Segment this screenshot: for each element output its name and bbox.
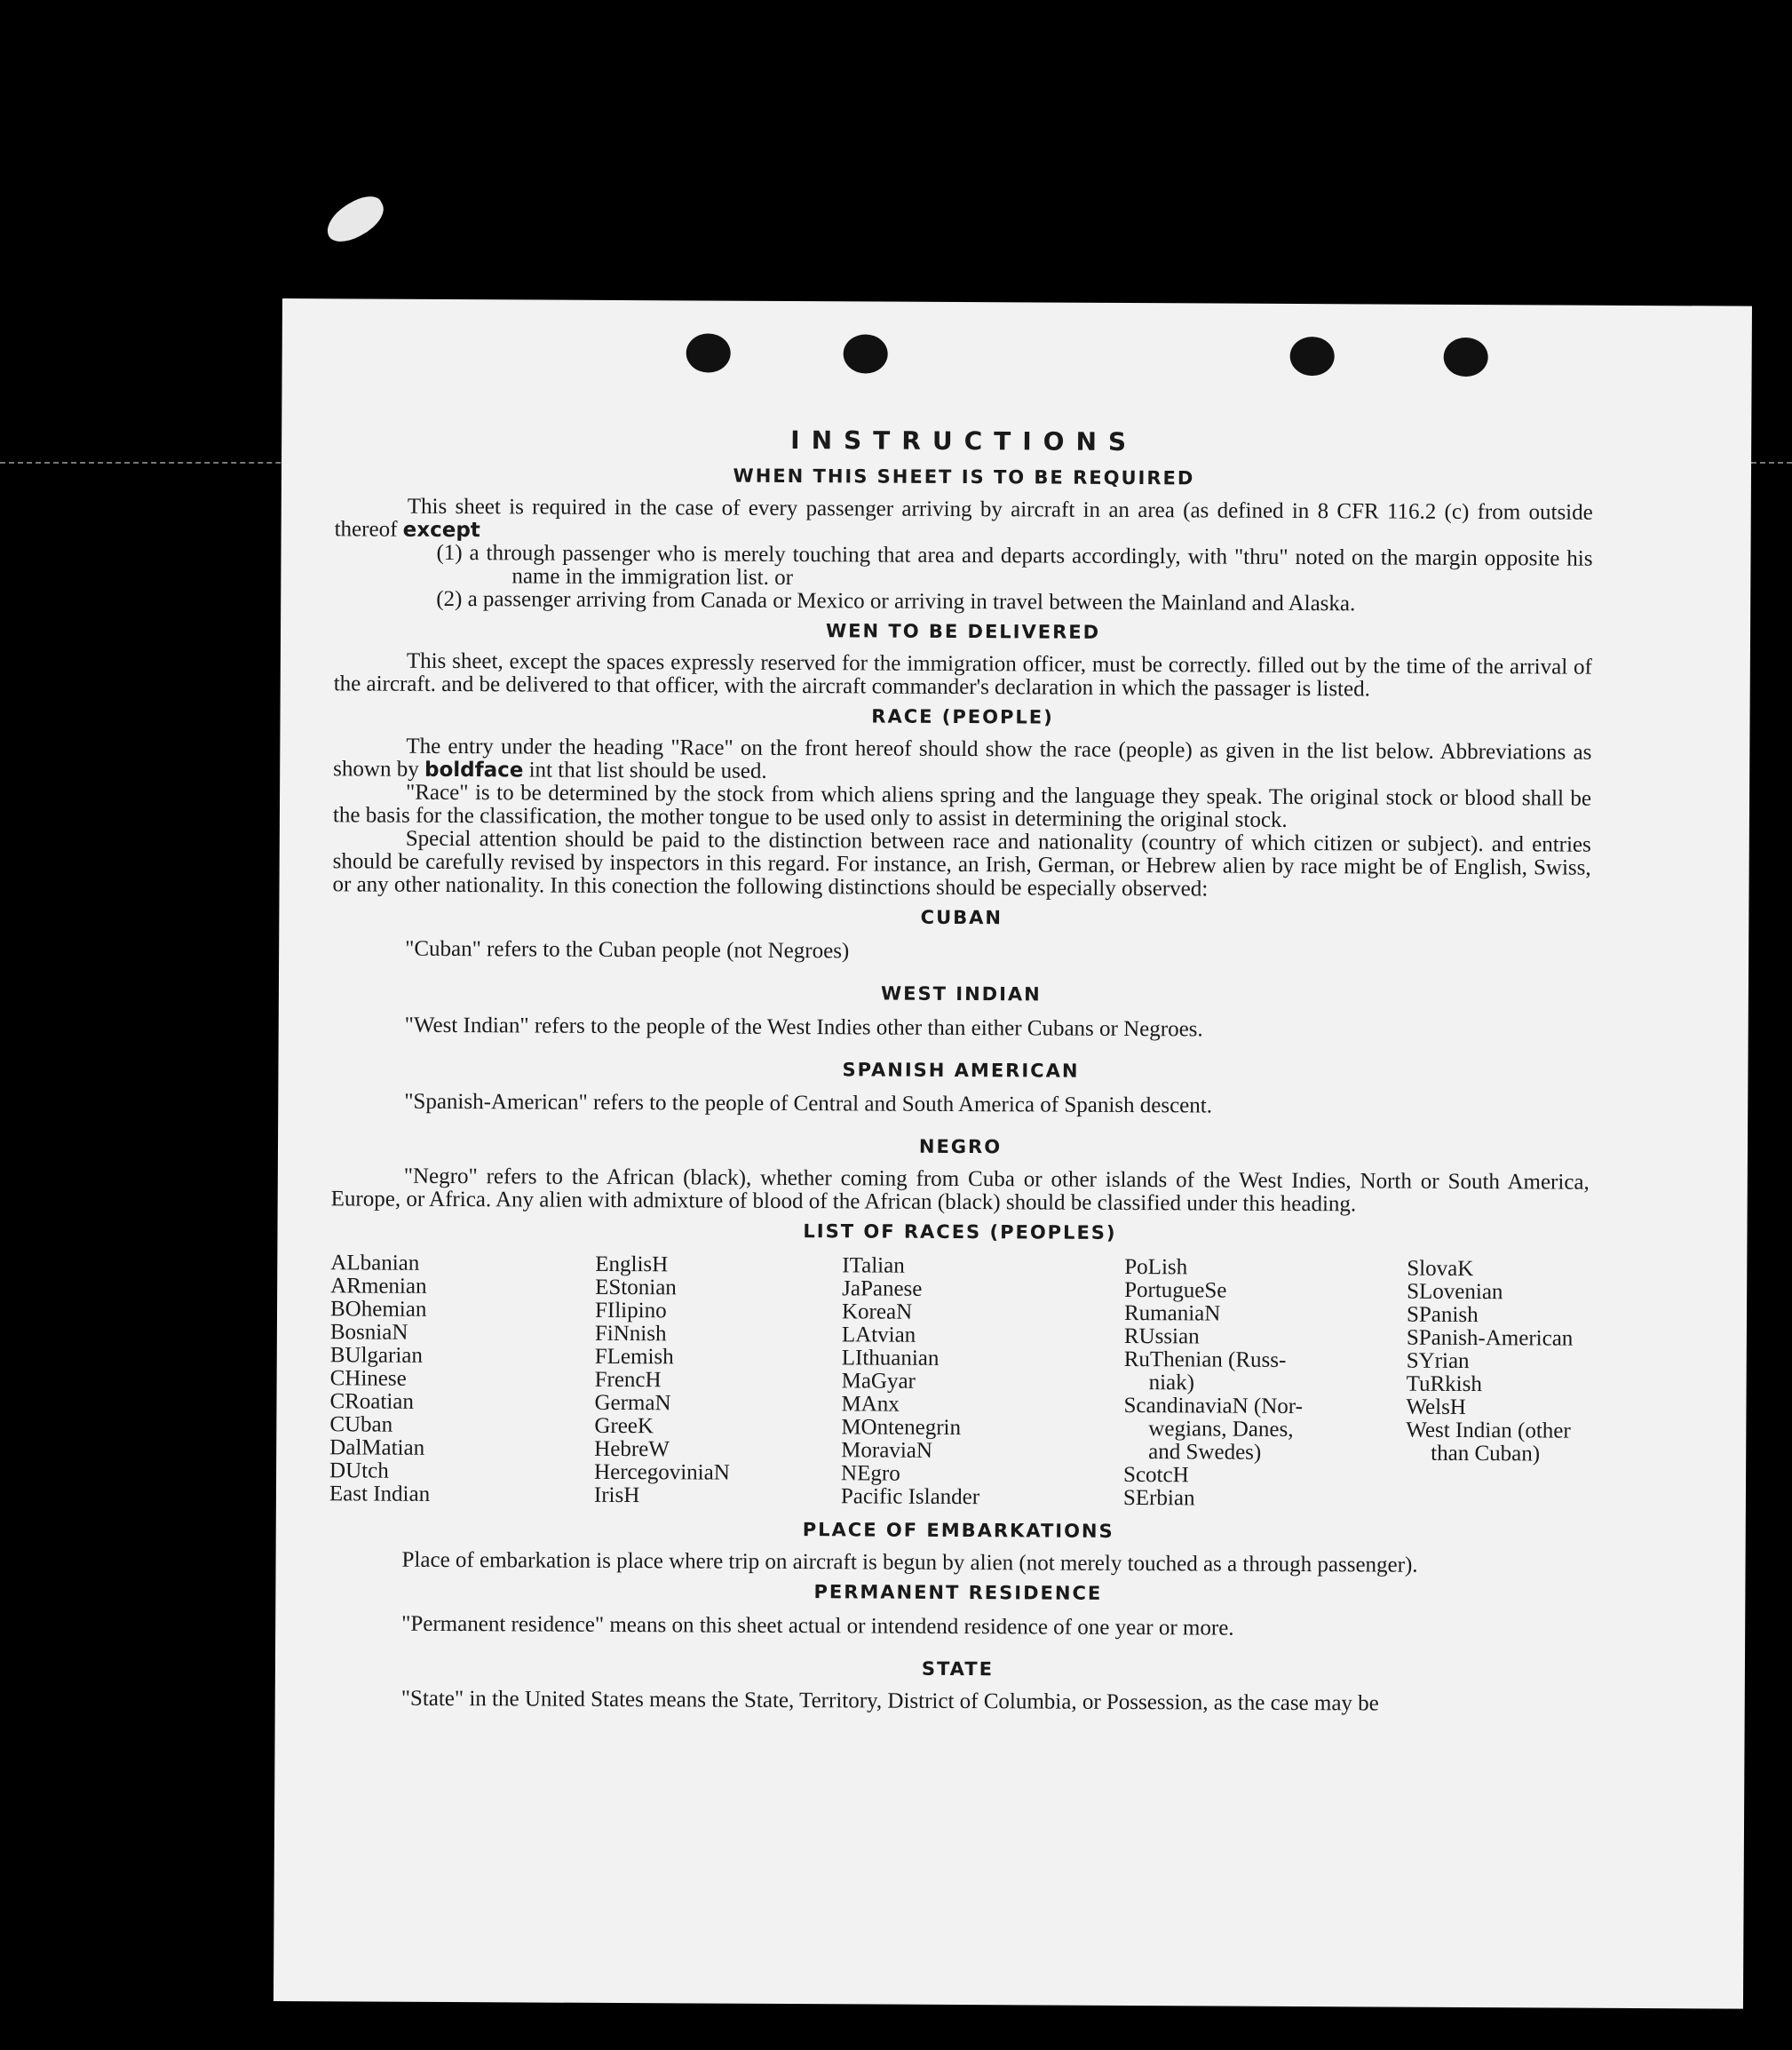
race-item: LIthuanian xyxy=(841,1346,940,1371)
race-paragraph-3: Special attention should be paid to the distinction between race and nationality (country of which citizen or subject). and entries should be carefully revised by inspectors in this regard. For instance, an Irish, German, or Hebrew alien by race might be of English, Swiss, or any other nationality. In this conection the following distinctions should be especially observed: xyxy=(332,826,1591,902)
race-item: WelsH xyxy=(1406,1394,1466,1419)
race-item: wegians, Danes, xyxy=(1148,1417,1294,1442)
races-list xyxy=(329,1251,1589,1512)
race-item: EStonian xyxy=(595,1275,677,1300)
races-column-3 xyxy=(841,1254,1124,1510)
race-item: ScandinaviaN (Nor- xyxy=(1123,1393,1304,1419)
race-item: SLovenian xyxy=(1407,1279,1503,1305)
clause-1: (1) a through passenger who is merely touching that area and departs accordingly, with "thru" noted on the margin opposite his name in the immigration list. or xyxy=(436,540,1593,591)
race-item: JaPanese xyxy=(842,1276,923,1301)
race-item: HercegoviniaN xyxy=(594,1459,730,1485)
races-column-2 xyxy=(594,1253,842,1508)
race-item: than Cuban) xyxy=(1431,1441,1541,1466)
race-item: MaGyar xyxy=(841,1369,916,1394)
race-item: CRoatian xyxy=(329,1389,415,1414)
when-delivered-text: This sheet, except the spaces expressly reserved for the immigration officer, must be correctly. filled out by the time of the arrival of the aircraft. and be delivered to that officer, with the aircraft commander's declaration in which the passager is listed. xyxy=(333,648,1592,702)
race-item: BosniaN xyxy=(329,1320,408,1345)
race-item: RUssian xyxy=(1123,1323,1200,1349)
section-heading-state: STATE xyxy=(921,1657,995,1681)
section-heading-west-indian: WEST INDIAN xyxy=(880,982,1042,1005)
clause-2: (2) a passenger arriving from Canada or Mexico or arriving in travel between the Mainland and Alaska. xyxy=(436,586,1356,616)
race-item: LAtvian xyxy=(841,1323,916,1347)
race-item: niak) xyxy=(1148,1371,1195,1395)
paper-fragment xyxy=(320,190,391,249)
race-item: SErbian xyxy=(1122,1485,1195,1511)
race-paragraph-1: The entry under the heading "Race" on the front hereof should show the race (people) as given in the list below. Abbreviations as shown by boldface int that list should be used. xyxy=(333,734,1592,783)
section-heading-race: RACE (PEOPLE) xyxy=(871,705,1054,728)
section-heading-negro: NEGRO xyxy=(918,1135,1003,1158)
races-column-5 xyxy=(1406,1258,1637,1513)
race-item: ITalian xyxy=(842,1253,905,1278)
punch-hole xyxy=(844,334,888,373)
section-heading-cuban: CUBAN xyxy=(920,906,1003,929)
race-item: NEgro xyxy=(841,1461,900,1486)
race-item: RumaniaN xyxy=(1123,1300,1221,1326)
race-item: GreeK xyxy=(594,1413,654,1439)
except-keyword: except xyxy=(402,518,480,543)
punch-hole xyxy=(686,333,731,372)
race-item: SPanish xyxy=(1406,1302,1479,1328)
races-column-1 xyxy=(329,1251,595,1507)
race-item: RuThenian (Russ- xyxy=(1123,1347,1287,1372)
section-heading-when-required: WHEN THIS SHEET IS TO BE REQUIRED xyxy=(733,465,1195,489)
race-item: SPanish-American xyxy=(1406,1325,1574,1351)
race-item: FrencH xyxy=(594,1367,662,1393)
race-item: SYrian xyxy=(1406,1348,1470,1374)
race-item: HebreW xyxy=(594,1436,670,1462)
race-item: MoraviaN xyxy=(841,1438,933,1463)
west-indian-text: "West Indian" refers to the people of the West Indies other than either Cubans or Negroes. xyxy=(404,1013,1203,1042)
spanish-american-text: "Spanish-American" refers to the people of Central and South America of Spanish descent. xyxy=(404,1089,1213,1118)
residence-text: "Permanent residence" means on this sheet actual or intendend residence of one year or more. xyxy=(401,1611,1234,1641)
race-item: DalMatian xyxy=(329,1435,425,1460)
race-item: SlovaK xyxy=(1407,1256,1474,1282)
race-item: CUban xyxy=(329,1412,393,1437)
race-item: FiNnish xyxy=(594,1321,667,1347)
boldface-keyword: boldface xyxy=(424,758,524,783)
negro-text: "Negro" refers to the African (black), whether coming from Cuba or other islands of the West Indies, North or South America, Europe, or Africa. Any alien with admixture of blood of the African (black) should be classified under this heading. xyxy=(330,1164,1590,1217)
page-title: INSTRUCTIONS xyxy=(790,425,1138,457)
race-item: West Indian (other xyxy=(1406,1418,1571,1443)
section-heading-residence: PERMANENT RESIDENCE xyxy=(813,1581,1103,1604)
when-required-intro: This sheet is required in the case of every passenger arriving by aircraft in an area (as defined in 8 CFR 116.2 (c) from outside thereof except xyxy=(334,494,1593,543)
race-item: ScotcH xyxy=(1123,1462,1189,1488)
race-item: ALbanian xyxy=(330,1251,420,1275)
cuban-text: "Cuban" refers to the Cuban people (not Negroes) xyxy=(405,936,850,964)
section-heading-embarkation: PLACE OF EMBARKATIONS xyxy=(802,1519,1114,1542)
race-item: MOntenegrin xyxy=(841,1415,962,1441)
race-item: Pacific Islander xyxy=(840,1484,980,1510)
race-item: EnglisH xyxy=(595,1251,669,1277)
race-item: BUlgarian xyxy=(329,1343,423,1368)
state-text: "State" in the United States means the State, Territory, District of Columbia, or Possession, as the case may be xyxy=(400,1686,1379,1716)
section-heading-list-of-races: LIST OF RACES (PEOPLES) xyxy=(803,1220,1117,1244)
race-item: PoLish xyxy=(1124,1254,1188,1280)
race-item: FLemish xyxy=(594,1344,674,1370)
race-item: PortugueSe xyxy=(1124,1277,1227,1303)
race-item: KoreaN xyxy=(841,1299,913,1324)
section-heading-when-delivered: WEN TO BE DELIVERED xyxy=(825,620,1101,643)
punch-hole xyxy=(1290,337,1335,376)
race-item: CHinese xyxy=(329,1366,407,1391)
race-item: IrisH xyxy=(593,1482,640,1508)
race-item: BOhemian xyxy=(329,1297,427,1322)
race-paragraph-2: "Race" is to be determined by the stock from which aliens spring and the language they speak. The original stock or blood shall be the basis for the classification, the mother tongue to be used only to assist in determining the original stock. xyxy=(332,780,1592,832)
race-item: TuRkish xyxy=(1406,1371,1482,1397)
section-heading-spanish-american: SPANISH AMERICAN xyxy=(842,1059,1080,1082)
race-item: MAnx xyxy=(841,1392,900,1417)
race-item: and Swedes) xyxy=(1148,1440,1262,1465)
races-column-4 xyxy=(1123,1256,1407,1512)
race-item: East Indian xyxy=(329,1482,431,1506)
document-page xyxy=(274,298,1752,2009)
embarkation-text: Place of embarkation is place where trip on aircraft is begun by alien (not merely touched as a through passenger). xyxy=(401,1547,1418,1577)
race-item: GermaN xyxy=(594,1390,671,1416)
race-item: FIlipino xyxy=(594,1298,667,1323)
race-item: ARmenian xyxy=(330,1274,427,1299)
race-item: DUtch xyxy=(329,1458,389,1483)
punch-hole xyxy=(1444,338,1488,377)
